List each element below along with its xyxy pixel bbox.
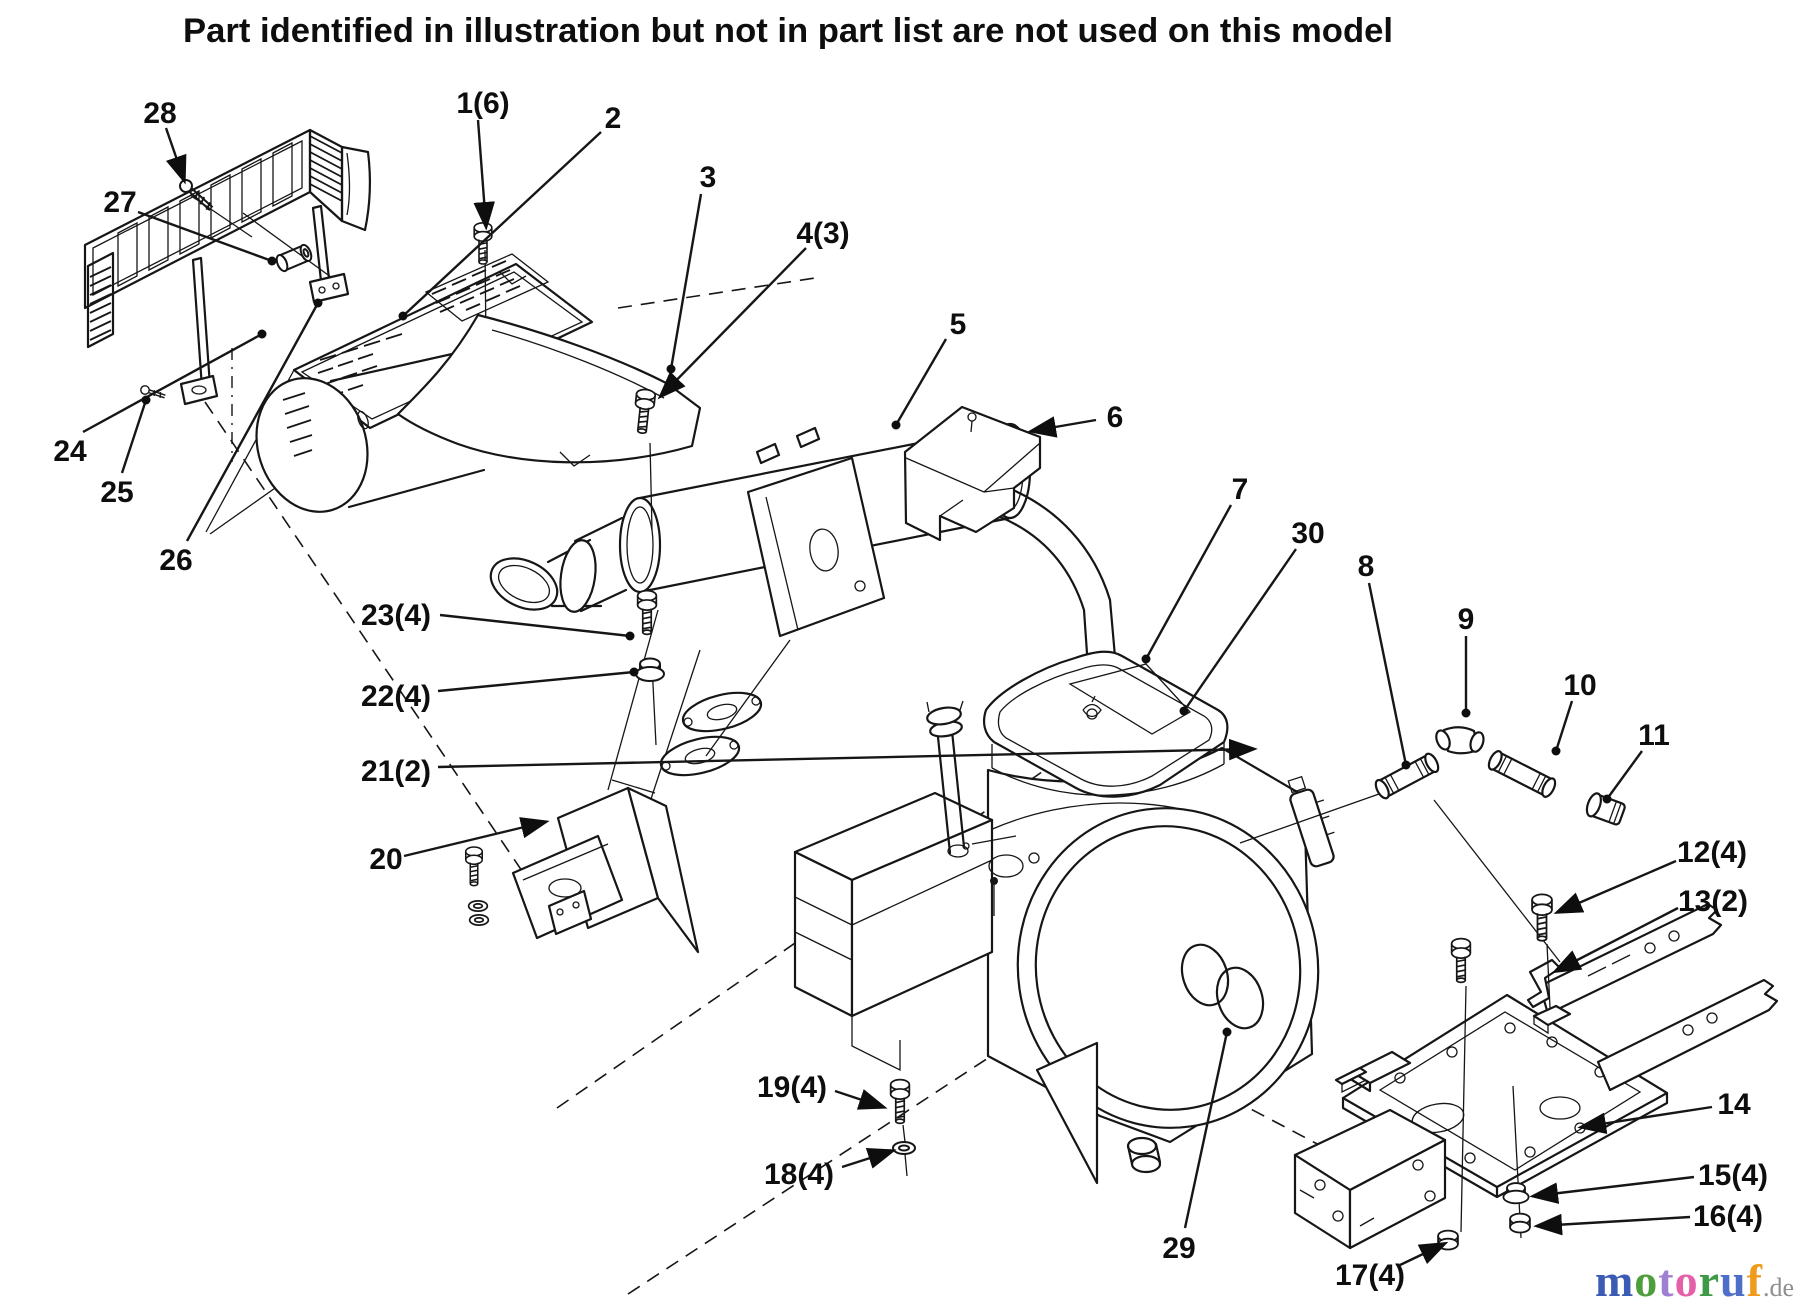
callout-label: 4(3) (796, 217, 850, 250)
callout-20 (369, 822, 545, 876)
callout-label: 14 (1717, 1088, 1751, 1121)
logo-letter: f (1746, 1255, 1763, 1306)
callout-label: 11 (1638, 719, 1670, 752)
callout-label: 21(2) (360, 755, 432, 788)
leader-dot (626, 632, 635, 641)
fuel-fittings-part (1373, 727, 1626, 826)
leader-line (1556, 701, 1572, 751)
callout-label: 17(4) (1334, 1259, 1406, 1292)
heat-shield-part (905, 407, 1040, 540)
callout-15(4) (1534, 1159, 1768, 1196)
callout-17(4) (1335, 1244, 1444, 1292)
leader-line (1538, 1217, 1690, 1226)
support-bracket-part (513, 788, 698, 952)
callout-label: 29 (1162, 1232, 1196, 1265)
callout-label: 19(4) (756, 1071, 828, 1104)
motoruf-domain-suffix: .de (1762, 1273, 1794, 1302)
logo-letter: o (1634, 1255, 1659, 1306)
callout-label: 20 (369, 843, 403, 876)
callout-label: 30 (1291, 517, 1325, 550)
leader-dot (1402, 761, 1411, 770)
leader-dot (268, 257, 277, 266)
callout-9 (1458, 603, 1475, 718)
callout-label: 22(4) (360, 680, 432, 713)
leader-line (842, 1151, 892, 1167)
callout-label: 26 (159, 544, 193, 577)
leader-line (835, 1091, 883, 1107)
callout-label: 12(4) (1676, 836, 1748, 869)
leader-dot (399, 312, 408, 321)
callout-label: 13(2) (1677, 885, 1749, 918)
leader-line (1146, 505, 1231, 659)
callout-6 (1032, 401, 1123, 434)
callout-label: 9 (1457, 603, 1475, 636)
leader-dot (892, 421, 901, 430)
callout-7 (1142, 473, 1249, 664)
leader-line (1607, 751, 1642, 799)
leader-line (1558, 861, 1676, 912)
leader-line (661, 248, 806, 396)
motoruf-logo[interactable] (1594, 1255, 1794, 1306)
leader-line (1534, 1177, 1694, 1196)
engine-part (795, 652, 1396, 1183)
callout-label: 25 (100, 476, 134, 509)
leader-line (1184, 549, 1296, 711)
callout-11 (1603, 719, 1670, 804)
callout-4(3) (661, 217, 850, 396)
callout-24 (53, 330, 266, 469)
leader-line (1032, 420, 1096, 431)
logo-letter: u (1720, 1255, 1747, 1306)
leader-dot (258, 330, 267, 339)
callout-label: 1(6) (456, 87, 510, 120)
callout-28 (143, 97, 184, 180)
leader-dot (1223, 1028, 1232, 1037)
leader-dot (1462, 709, 1471, 718)
logo-letter: o (1674, 1255, 1699, 1306)
leader-dot (142, 396, 151, 405)
logo-letter: r (1698, 1255, 1721, 1306)
callout-label: 27 (103, 186, 137, 219)
callout-label: 5 (949, 308, 967, 341)
callout-label: 18(4) (763, 1158, 835, 1191)
logo-letter: m (1594, 1255, 1635, 1306)
leader-line (1369, 583, 1406, 765)
callout-25 (100, 396, 150, 510)
fasteners (140, 178, 1552, 1250)
callout-label: 10 (1563, 669, 1597, 702)
leader-line (1400, 1244, 1444, 1265)
leader-dot (1142, 655, 1151, 664)
callout-label: 6 (1106, 401, 1124, 434)
motoruf-wordmark (1595, 1255, 1763, 1306)
callout-label: 7 (1231, 473, 1249, 506)
callout-label: 28 (143, 97, 177, 130)
logo-letter: t (1658, 1255, 1675, 1306)
leader-dot (1552, 747, 1561, 756)
leader-line (896, 339, 946, 425)
callout-30 (1180, 517, 1325, 716)
callout-1(6) (456, 87, 509, 226)
callout-3 (667, 161, 717, 374)
page-title: Part identified in illustration but not in part list are not used on this model (183, 12, 1393, 50)
leader-dot (1180, 707, 1189, 716)
leader-line (166, 128, 184, 180)
elbow-fitting (1434, 727, 1486, 753)
spacer-27 (275, 243, 314, 272)
callout-18(4) (764, 1151, 892, 1191)
callout-8 (1358, 550, 1411, 770)
callout-label: 3 (699, 161, 717, 194)
leader-line (438, 672, 634, 691)
callout-10 (1552, 669, 1597, 756)
leader-line (671, 194, 701, 369)
leader-dot (630, 668, 639, 677)
callout-label: 2 (604, 102, 622, 135)
leader-dot (1603, 795, 1612, 804)
callout-label: 8 (1357, 550, 1375, 583)
leader-line (440, 615, 630, 636)
leader-line (83, 334, 262, 432)
callout-label: 15(4) (1697, 1159, 1769, 1192)
callout-label: 24 (53, 435, 87, 468)
leader-dot (314, 299, 323, 308)
leader-line (122, 400, 146, 473)
callout-16(4) (1538, 1200, 1763, 1233)
leader-line (478, 120, 486, 226)
callout-19(4) (757, 1071, 883, 1107)
callout-label: 16(4) (1692, 1200, 1764, 1233)
callout-label: 23(4) (360, 599, 432, 632)
callout-22(4) (361, 668, 639, 714)
leader-dot (667, 365, 676, 374)
